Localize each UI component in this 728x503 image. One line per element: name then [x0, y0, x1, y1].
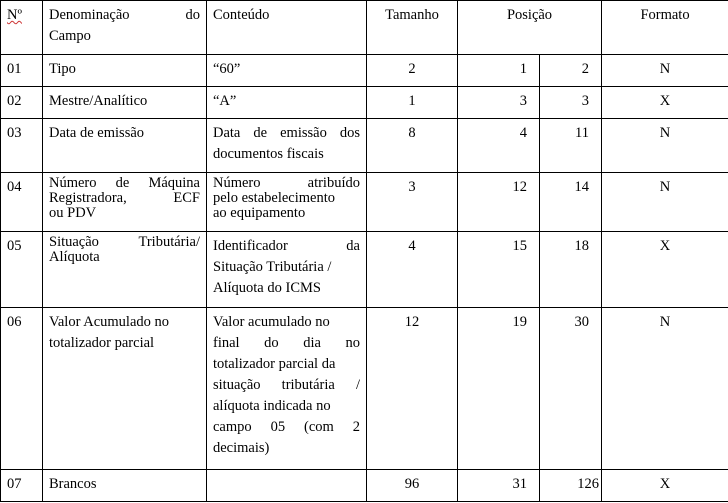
table-row	[1, 232, 728, 308]
row-format: X	[602, 470, 728, 502]
header-size: Tamanho	[367, 1, 458, 55]
row-num: 05	[1, 232, 43, 308]
row-pos-start: 12	[458, 173, 540, 232]
row-content	[207, 470, 367, 502]
header-format: Formato	[602, 1, 728, 55]
row-name: Valor Acumulado no totalizador parcial	[43, 308, 207, 470]
header-num: Nº	[1, 1, 43, 55]
table-row	[1, 470, 728, 502]
row-pos-start: 4	[458, 119, 540, 173]
row-pos-end: 11	[540, 119, 602, 173]
row-pos-start: 3	[458, 87, 540, 119]
row-format: N	[602, 173, 728, 232]
row-size: 4	[367, 232, 458, 308]
row-pos-end: 18	[540, 232, 602, 308]
table-row	[1, 87, 728, 119]
row-content: Identificador da Situação Tributária / Alíquota do ICMS	[207, 232, 367, 308]
row-size: 1	[367, 87, 458, 119]
header-position: Posição	[458, 1, 602, 55]
row-format: N	[602, 308, 728, 470]
row-pos-end: 126	[540, 470, 602, 502]
row-size: 2	[367, 55, 458, 87]
row-name: Brancos	[43, 470, 207, 502]
table-row	[1, 308, 728, 470]
header-row	[1, 1, 728, 55]
row-num: 02	[1, 87, 43, 119]
row-pos-start: 19	[458, 308, 540, 470]
row-format: X	[602, 232, 728, 308]
table-row	[1, 55, 728, 87]
row-pos-start: 15	[458, 232, 540, 308]
header-content: Conteúdo	[207, 1, 367, 55]
header-name: Denominação do Campo	[43, 1, 207, 55]
row-pos-end: 3	[540, 87, 602, 119]
table-row	[1, 119, 728, 173]
row-content: “60”	[207, 55, 367, 87]
row-num: 04	[1, 173, 43, 232]
row-num: 07	[1, 470, 43, 502]
row-num: 06	[1, 308, 43, 470]
row-pos-end: 2	[540, 55, 602, 87]
row-pos-end: 14	[540, 173, 602, 232]
row-num: 01	[1, 55, 43, 87]
row-size: 96	[367, 470, 458, 502]
row-pos-start: 31	[458, 470, 540, 502]
row-name: Data de emissão	[43, 119, 207, 173]
row-pos-end: 30	[540, 308, 602, 470]
row-name: Mestre/Analítico	[43, 87, 207, 119]
row-content: Data de emissão dos documentos fiscais	[207, 119, 367, 173]
row-content: Valor acumulado no final do dia no totalizador parcial da situação tributária / alíquota indicada no campo 05 (com 2 decimais)	[207, 308, 367, 470]
row-name: Tipo	[43, 55, 207, 87]
row-size: 3	[367, 173, 458, 232]
row-size: 8	[367, 119, 458, 173]
row-num: 03	[1, 119, 43, 173]
row-content: “A”	[207, 87, 367, 119]
row-format: N	[602, 119, 728, 173]
row-size: 12	[367, 308, 458, 470]
row-format: X	[602, 87, 728, 119]
row-pos-start: 1	[458, 55, 540, 87]
row-name: Número de Máquina Registradora, ECF ou PDV	[43, 173, 207, 232]
row-content: Número atribuído pelo estabelecimento ao equipamento	[207, 173, 367, 232]
row-name: Situação Tributária/ Alíquota	[43, 232, 207, 308]
table-row	[1, 173, 728, 232]
row-format: N	[602, 55, 728, 87]
